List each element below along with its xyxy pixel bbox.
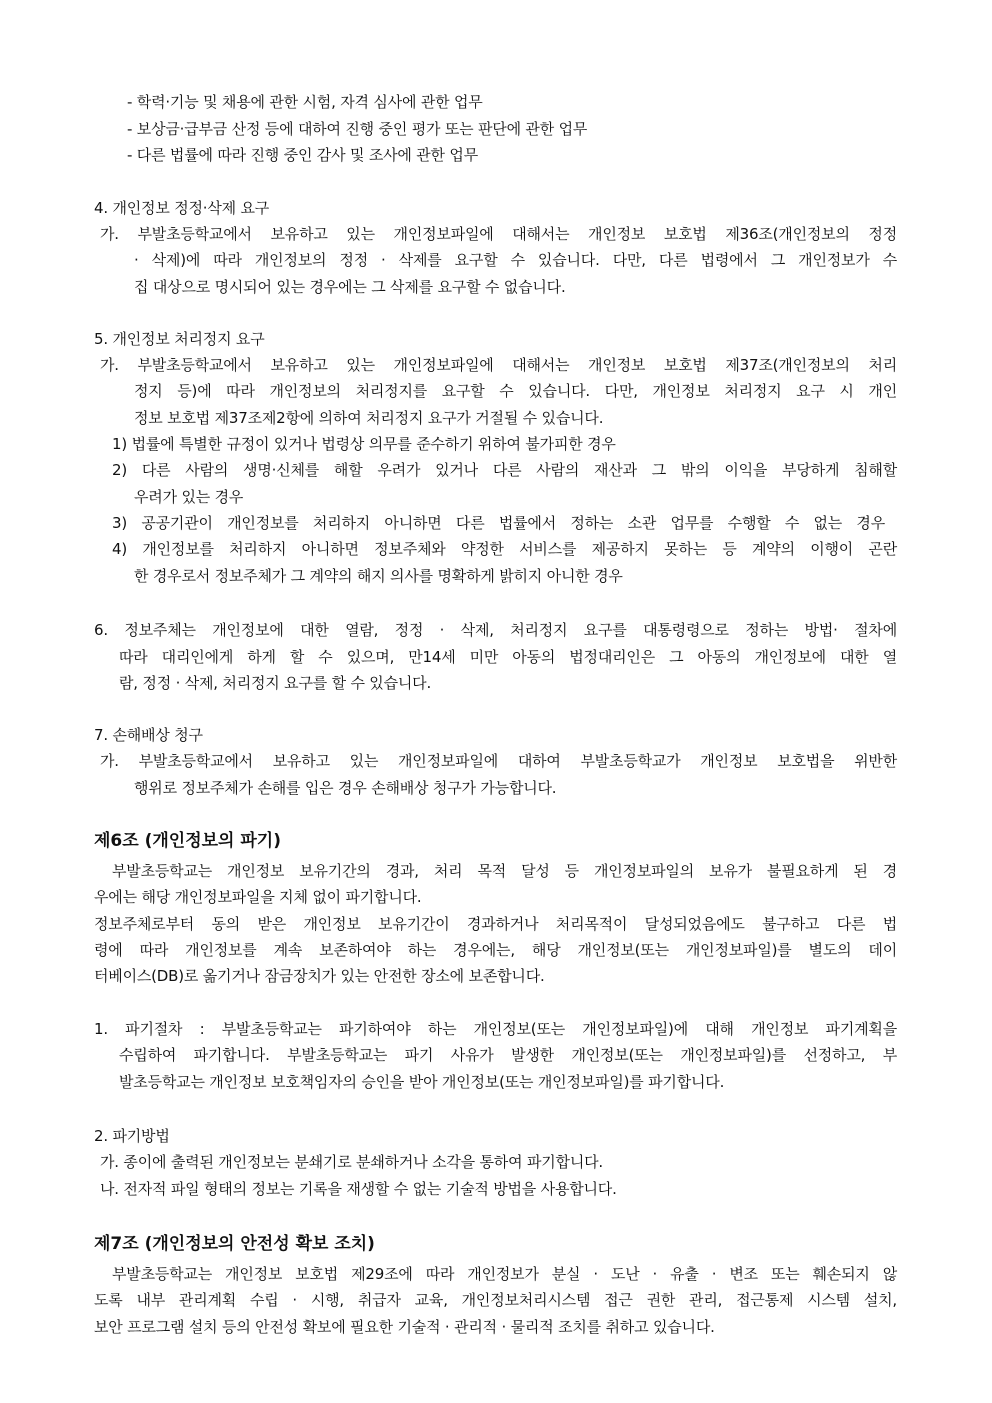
paragraph-line: 가. 부발초등학교에서 보유하고 있는 개인정보파일에 대해서는 개인정보 보호법 제36조(개인정보의 정정 (100, 225, 897, 243)
paragraph-line: 람, 정정 · 삭제, 처리정지 요구를 할 수 있습니다. (119, 674, 432, 692)
paragraph-line: 가. 부발초등학교에서 보유하고 있는 개인정보파일에 대하여 부발초등학교가 개인정보 보호법을 위반한 (100, 752, 897, 770)
paragraph-line: · 삭제)에 따라 개인정보의 정정 · 삭제를 요구할 수 있습니다. 다만, 다른 법령에서 그 개인정보가 수 (134, 251, 897, 269)
paragraph-line: 따라 대리인에게 하게 할 수 있으며, 만14세 미만 아동의 법정대리인은 그 아동의 개인정보에 대한 열 (119, 648, 897, 666)
paragraph-line: 수립하여 파기합니다. 부발초등학교는 파기 사유가 발생한 개인정보(또는 개인정보파일)를 선정하고, 부 (119, 1046, 897, 1064)
paragraph-line: 6. 정보주체는 개인정보에 대한 열람, 정정 · 삭제, 처리정지 요구를 대통령령으로 정하는 방법· 절차에 (94, 621, 897, 639)
paragraph-line: 터베이스(DB)로 옮기거나 잠금장치가 있는 안전한 장소에 보존합니다. (94, 967, 545, 985)
paragraph-line: 행위로 정보주체가 손해를 입은 경우 손해배상 청구가 가능합니다. (134, 779, 557, 797)
article-heading: 제7조 (개인정보의 안전성 확보 조치) (94, 1234, 375, 1254)
paragraph-line: 부발초등학교는 개인정보 보유기간의 경과, 처리 목적 달성 등 개인정보파일의 보유가 불필요하게 된 경 (112, 862, 897, 880)
paragraph-line: 가. 부발초등학교에서 보유하고 있는 개인정보파일에 대해서는 개인정보 보호법 제37조(개인정보의 처리 (100, 356, 897, 374)
list-item: 나. 전자적 파일 형태의 정보는 기록을 재생할 수 없는 기술적 방법을 사용합니다. (100, 1180, 617, 1198)
paragraph-line: 우에는 해당 개인정보파일을 지체 없이 파기합니다. (94, 888, 422, 906)
list-item: 한 경우로서 정보주체가 그 계약의 해지 의사를 명확하게 밝히지 아니한 경우 (134, 567, 623, 585)
section-title: 2. 파기방법 (94, 1127, 170, 1145)
list-item: - 학력·기능 및 채용에 관한 시험, 자격 심사에 관한 업무 (127, 93, 483, 111)
list-item: 가. 종이에 출력된 개인정보는 분쇄기로 분쇄하거나 소각을 통하여 파기합니다. (100, 1153, 603, 1171)
list-item: - 보상금·급부금 산정 등에 대하여 진행 중인 평가 또는 판단에 관한 업무 (127, 120, 588, 138)
paragraph-line: 부발초등학교는 개인정보 보호법 제29조에 따라 개인정보가 분실 · 도난 · 유출 · 변조 또는 훼손되지 않 (112, 1265, 897, 1283)
list-item: - 다른 법률에 따라 진행 중인 감사 및 조사에 관한 업무 (127, 146, 478, 164)
paragraph-line: 도록 내부 관리계획 수립 · 시행, 취급자 교육, 개인정보처리시스템 접근 권한 관리, 접근통제 시스템 설치, (94, 1291, 897, 1309)
section-title: 7. 손해배상 청구 (94, 726, 203, 744)
section-title: 4. 개인정보 정정·삭제 요구 (94, 199, 270, 217)
list-item: 3) 공공기관이 개인정보를 처리하지 아니하면 다른 법률에서 정하는 소관 업무를 수행할 수 없는 경우 (112, 514, 886, 532)
paragraph-line: 정보 보호법 제37조제2항에 의하여 처리정지 요구가 거절될 수 있습니다. (134, 409, 604, 427)
paragraph-line: 정보주체로부터 동의 받은 개인정보 보유기간이 경과하거나 처리목적이 달성되었음에도 불구하고 다른 법 (94, 915, 897, 933)
paragraph-line: 보안 프로그램 설치 등의 안전성 확보에 필요한 기술적 · 관리적 · 물리적 조치를 취하고 있습니다. (94, 1318, 715, 1336)
list-item: 우려가 있는 경우 (134, 488, 244, 506)
paragraph-line: 령에 따라 개인정보를 계속 보존하여야 하는 경우에는, 해당 개인정보(또는 개인정보파일)를 별도의 데이 (94, 941, 897, 959)
section-title: 5. 개인정보 처리정지 요구 (94, 330, 265, 348)
article-heading: 제6조 (개인정보의 파기) (94, 831, 282, 851)
paragraph-line: 발초등학교는 개인정보 보호책임자의 승인을 받아 개인정보(또는 개인정보파일)를 파기합니다. (119, 1073, 725, 1091)
paragraph-line: 정지 등)에 따라 개인정보의 처리정지를 요구할 수 있습니다. 다만, 개인정보 처리정지 요구 시 개인 (134, 382, 897, 400)
list-item: 2) 다른 사람의 생명·신체를 해할 우려가 있거나 다른 사람의 재산과 그 밖의 이익을 부당하게 침해할 (112, 461, 897, 479)
paragraph-line: 1. 파기절차 : 부발초등학교는 파기하여야 하는 개인정보(또는 개인정보파일)에 대해 개인정보 파기계획을 (94, 1020, 897, 1038)
list-item: 1) 법률에 특별한 규정이 있거나 법령상 의무를 준수하기 위하여 불가피한 경우 (112, 435, 616, 453)
list-item: 4) 개인정보를 처리하지 아니하면 정보주체와 약정한 서비스를 제공하지 못하는 등 계약의 이행이 곤란 (112, 540, 897, 558)
paragraph-line: 집 대상으로 명시되어 있는 경우에는 그 삭제를 요구할 수 없습니다. (134, 278, 566, 296)
